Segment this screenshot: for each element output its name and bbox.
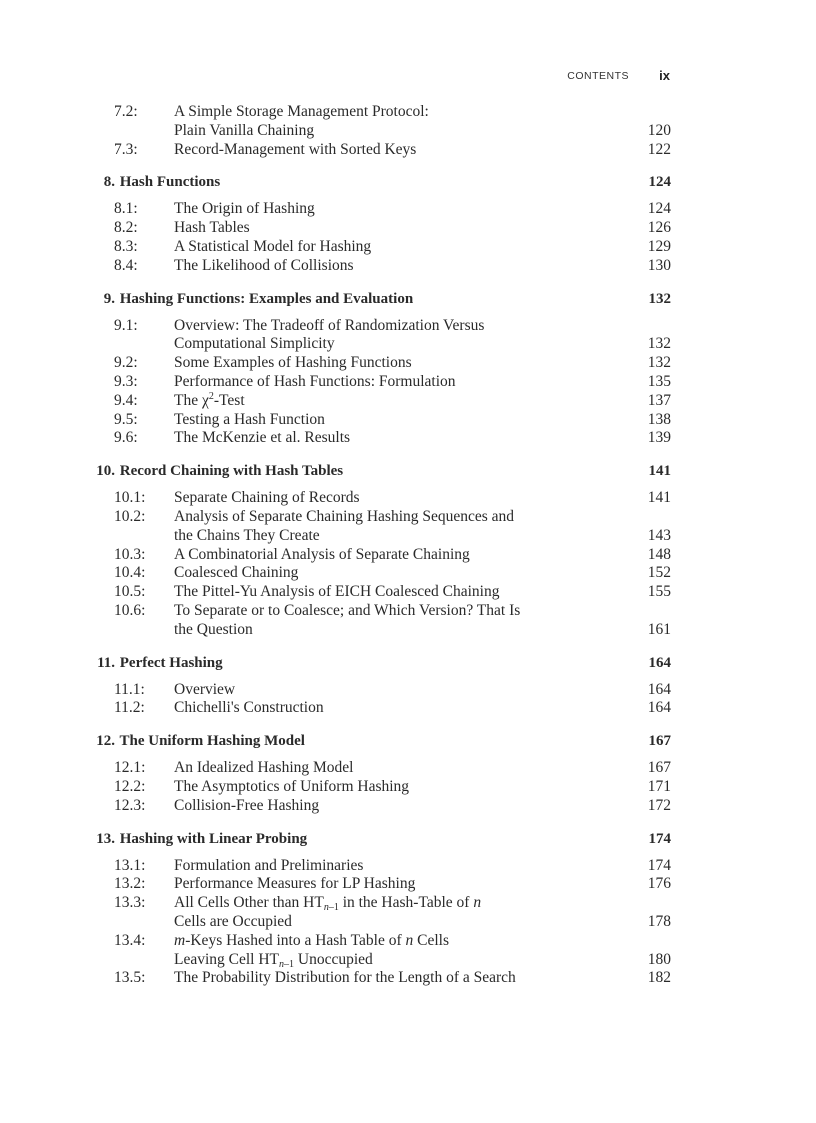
toc-entry[interactable] (84, 564, 671, 583)
section-page: 138 (647, 410, 671, 428)
section-page: 132 (647, 354, 671, 372)
toc-entry[interactable] (84, 857, 671, 876)
section-title-line: Chichelli's Construction (174, 699, 324, 717)
toc-entry[interactable] (84, 238, 671, 257)
continued-sections (84, 103, 671, 159)
toc-entry[interactable] (84, 219, 671, 238)
section-title-line: The Asymptotics of Uniform Hashing (174, 777, 410, 795)
section-title (174, 103, 611, 141)
chapter-page: 124 (648, 174, 671, 191)
running-title: CONTENTS (567, 70, 629, 82)
section-page: 174 (647, 856, 671, 874)
section-number: 11.2: (114, 699, 145, 717)
section-title-line: The Likelihood of Collisions (174, 256, 354, 274)
section-title (174, 489, 611, 508)
section-title-line: Performance of Hash Functions: Formulation (174, 372, 456, 390)
chapter-title: Hash Functions (116, 174, 221, 191)
section-number: 12.2: (114, 777, 146, 795)
chapter-number: 9. (103, 290, 115, 307)
section-title (174, 778, 611, 797)
chapter-heading[interactable] (84, 653, 671, 674)
section-title (174, 699, 611, 718)
section-title-line: Computational Simplicity (174, 335, 335, 353)
section-page: 120 (647, 121, 671, 139)
toc-entry[interactable] (84, 699, 671, 718)
section-title (174, 602, 611, 640)
section-number: 10.2: (114, 507, 146, 525)
section-page: 135 (647, 372, 671, 390)
chapter-number: 10. (96, 463, 115, 480)
section-title (174, 932, 611, 970)
section-number: 9.6: (114, 429, 138, 447)
section-title-line: Performance Measures for LP Hashing (174, 875, 416, 893)
section-title-line: To Separate or to Coalesce; and Which Version? That Is (174, 601, 521, 619)
section-title-line: A Simple Storage Management Protocol: (174, 103, 429, 120)
toc-entry[interactable] (84, 141, 671, 160)
section-title-line: m-Keys Hashed into a Hash Table of n Cells (174, 931, 450, 949)
toc-entry[interactable] (84, 546, 671, 565)
section-list (84, 200, 671, 275)
toc-entry[interactable] (84, 875, 671, 894)
section-list (84, 857, 671, 989)
section-title-line: Overview: The Tradeoff of Randomization Versus (174, 316, 485, 334)
section-title-line: The Pittel-Yu Analysis of EICH Coalesced Chaining (174, 583, 500, 601)
section-page: 171 (647, 777, 671, 795)
section-page: 176 (647, 875, 671, 893)
section-page: 167 (647, 759, 671, 777)
section-number: 10.5: (114, 583, 146, 601)
toc-entry[interactable] (84, 200, 671, 219)
section-title-line: Record-Management with Sorted Keys (174, 140, 417, 158)
section-title (174, 354, 611, 373)
table-of-contents (84, 103, 671, 988)
toc-entry[interactable] (84, 508, 671, 546)
section-list (84, 489, 671, 639)
section-title (174, 317, 611, 355)
chapter-block (84, 461, 671, 639)
section-page: 178 (647, 912, 671, 930)
chapter-number: 8. (103, 174, 115, 191)
page-number: ix (659, 68, 670, 83)
chapter-block (84, 172, 671, 275)
toc-entry[interactable] (84, 373, 671, 392)
chapter-page: 141 (648, 463, 671, 480)
section-title-line: The $\chi^2$-Test (174, 390, 245, 409)
section-number: 8.2: (114, 219, 138, 237)
section-number: 9.2: (114, 354, 138, 372)
chapter-title: Hashing with Linear Probing (116, 830, 308, 847)
toc-entry[interactable] (84, 759, 671, 778)
section-number: 13.3: (114, 894, 146, 912)
section-title-line: Plain Vanilla Chaining (174, 121, 315, 139)
toc-entry[interactable] (84, 103, 671, 141)
chapter-number: 11. (97, 654, 115, 671)
section-number: 13.4: (114, 931, 146, 949)
section-list (84, 317, 671, 449)
section-title (174, 219, 611, 238)
chapter-heading[interactable] (84, 461, 671, 482)
toc-entry[interactable] (84, 797, 671, 816)
section-number: 13.5: (114, 969, 146, 987)
section-page: 141 (647, 489, 671, 507)
toc-entry[interactable] (84, 429, 671, 448)
section-title-line: Leaving Cell $HT_{n-1}$ Unoccupied (174, 950, 373, 970)
section-page: 180 (647, 950, 671, 968)
section-number: 7.3: (114, 140, 138, 158)
section-title (174, 508, 611, 546)
section-title (174, 373, 611, 392)
section-title-line: The McKenzie et al. Results (174, 429, 351, 447)
toc-entry[interactable] (84, 354, 671, 373)
toc-entry[interactable] (84, 257, 671, 276)
toc-entry[interactable] (84, 392, 671, 411)
section-number: 12.3: (114, 796, 146, 814)
toc-entry[interactable] (84, 602, 671, 640)
chapter-block (84, 289, 671, 449)
section-title (174, 392, 611, 411)
section-title-line: Collision-Free Hashing (174, 796, 320, 814)
section-page: 152 (647, 564, 671, 582)
section-number: 9.5: (114, 410, 138, 428)
chapter-block (84, 829, 671, 989)
section-number: 8.4: (114, 256, 138, 274)
section-number: 7.2: (114, 103, 138, 120)
section-title-line: A Statistical Model for Hashing (174, 237, 372, 255)
section-title (174, 238, 611, 257)
running-head (0, 68, 670, 84)
section-title (174, 583, 611, 602)
section-title-line: Testing a Hash Function (174, 410, 325, 428)
section-title (174, 875, 611, 894)
section-number: 9.1: (114, 316, 138, 334)
section-title-line: Formulation and Preliminaries (174, 856, 364, 874)
chapter-heading[interactable] (84, 829, 671, 850)
chapter-page: 164 (648, 654, 671, 671)
section-title (174, 546, 611, 565)
chapter-page: 174 (648, 830, 671, 847)
section-title-line: Hash Tables (174, 219, 250, 237)
chapter-title: Record Chaining with Hash Tables (116, 463, 344, 480)
section-title (174, 681, 611, 700)
toc-entry[interactable] (84, 969, 671, 988)
chapter-page: 132 (648, 290, 671, 307)
toc-entry[interactable] (84, 583, 671, 602)
section-number: 10.3: (114, 545, 146, 563)
section-title-line: Cells are Occupied (174, 912, 292, 930)
toc-entry[interactable] (84, 894, 671, 932)
chapter-number: 12. (96, 733, 115, 750)
chapter-block (84, 653, 671, 719)
chapter-heading[interactable] (84, 172, 671, 193)
section-title-line: Coalesced Chaining (174, 564, 299, 582)
section-title-line: the Question (174, 620, 253, 638)
section-page: 130 (647, 256, 671, 274)
section-list (84, 681, 671, 719)
chapter-block (84, 731, 671, 815)
section-number: 10.6: (114, 601, 146, 619)
section-title-line: An Idealized Hashing Model (174, 759, 354, 777)
section-title (174, 200, 611, 219)
section-page: 132 (647, 335, 671, 353)
section-number: 10.4: (114, 564, 146, 582)
section-title (174, 564, 611, 583)
section-number: 9.4: (114, 391, 138, 409)
chapter-heading[interactable] (84, 731, 671, 752)
chapter-heading[interactable] (84, 289, 671, 310)
section-page: 172 (647, 796, 671, 814)
section-number: 11.1: (114, 680, 145, 698)
section-title-line: Analysis of Separate Chaining Hashing Sequences and (174, 507, 515, 525)
section-title (174, 969, 611, 988)
section-title-line: Some Examples of Hashing Functions (174, 354, 412, 372)
section-number: 9.3: (114, 372, 138, 390)
section-number: 8.3: (114, 237, 138, 255)
chapter-title: Hashing Functions: Examples and Evaluation (116, 290, 414, 307)
section-page: 164 (647, 680, 671, 698)
toc-entry[interactable] (84, 778, 671, 797)
section-page: 161 (647, 620, 671, 638)
section-number: 13.1: (114, 856, 146, 874)
section-page: 129 (647, 237, 671, 255)
toc-entry[interactable] (84, 411, 671, 430)
section-title (174, 759, 611, 778)
section-page: 155 (647, 583, 671, 601)
section-title-line: The Origin of Hashing (174, 200, 315, 218)
section-page: 126 (647, 219, 671, 237)
section-number: 12.1: (114, 759, 146, 777)
section-page: 124 (647, 200, 671, 218)
chapter-number: 13. (96, 830, 115, 847)
section-title (174, 411, 611, 430)
section-title (174, 141, 611, 160)
section-page: 148 (647, 545, 671, 563)
toc-entry[interactable] (84, 681, 671, 700)
section-page: 143 (647, 526, 671, 544)
section-number: 8.1: (114, 200, 138, 218)
section-title-line: the Chains They Create (174, 526, 320, 544)
section-number: 10.1: (114, 489, 146, 507)
section-title-line: Overview (174, 680, 236, 698)
section-title (174, 894, 611, 932)
chapter-title: Perfect Hashing (116, 654, 223, 671)
chapter-title: The Uniform Hashing Model (116, 733, 305, 750)
section-title-line: All Cells Other than $HT_{n-1}$ in the Hash-Table of n (174, 894, 482, 914)
section-page: 164 (647, 699, 671, 717)
section-page: 122 (647, 140, 671, 158)
section-page: 137 (647, 391, 671, 409)
toc-entry[interactable] (84, 489, 671, 508)
chapter-page: 167 (648, 733, 671, 750)
section-title-line: Separate Chaining of Records (174, 489, 360, 507)
section-title (174, 797, 611, 816)
section-title-line: A Combinatorial Analysis of Separate Chaining (174, 545, 470, 563)
section-title-line: The Probability Distribution for the Length of a Search (174, 969, 516, 987)
toc-entry[interactable] (84, 932, 671, 970)
section-page: 182 (647, 969, 671, 987)
section-page: 139 (647, 429, 671, 447)
toc-entry[interactable] (84, 317, 671, 355)
section-list (84, 759, 671, 815)
section-title (174, 857, 611, 876)
section-title (174, 429, 611, 448)
section-number: 13.2: (114, 875, 146, 893)
section-title (174, 257, 611, 276)
